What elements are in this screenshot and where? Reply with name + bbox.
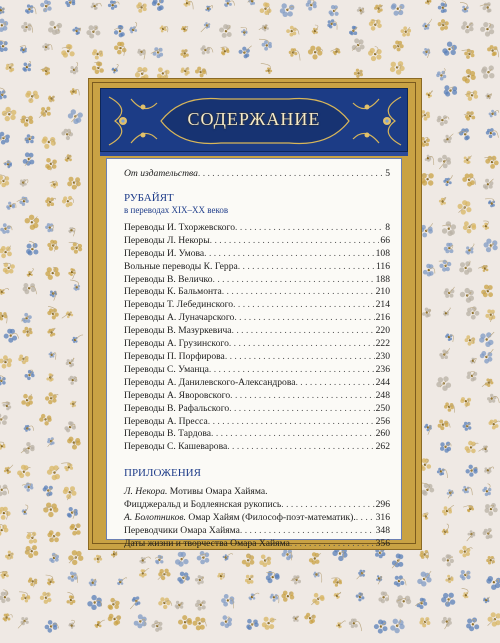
toc-page-number: 210 [375,286,390,298]
dot-leader [229,338,375,351]
dot-leader [222,286,375,299]
rubaiyat-list [124,222,390,454]
toc-entry[interactable] [124,261,390,274]
toc-entry-title: Переводы А. Яворовского [124,389,231,401]
toc-page-number: 256 [375,415,390,427]
toc-entry-author: А. Болотников. [124,512,186,524]
toc-entry-title: Переводы И. Тхоржевского [124,221,236,233]
toc-entry[interactable] [124,338,390,351]
toc-page-number: 108 [375,247,390,259]
toc-entry-title: Переводы А. Грузинского [124,338,229,350]
dot-leader [229,403,374,416]
toc-entry-nekora-title[interactable] [124,486,390,499]
toc-entry[interactable] [124,286,390,299]
toc-entry-title: Переводы А. Луначарского [124,312,235,324]
toc-entry-title: Фицджеральд и Бодлеянская рукопись [124,499,282,511]
toc-entry-title: Переводы Т. Лебединского [124,299,234,311]
toc-entry-title: Даты жизни и творчества Омара Хайяма [124,537,290,549]
toc-page-number: 348 [375,524,390,536]
toc-page-number: 8 [385,221,390,233]
toc-page-number: 248 [375,389,390,401]
section-heading-appendix: ПРИЛОЖЕНИЯ [124,467,201,480]
toc-page-number: 230 [375,350,390,362]
toc-entry-author: Л. Некора. [124,486,168,498]
dot-leader [227,441,374,454]
dot-leader [230,390,374,403]
toc-entry-title: Переводы И. Умова [124,247,205,259]
toc-entry[interactable] [124,403,390,416]
contents-page [106,158,402,549]
toc-entry-dates[interactable] [124,538,390,551]
toc-page-number: 220 [375,325,390,337]
toc-entry-title: Переводы С. Уманца [124,363,209,375]
dot-leader [232,325,375,338]
dot-leader [290,538,375,551]
toc-entry-title: Вольные переводы К. Герра [124,260,238,272]
toc-entry-title: Переводы К. Бальмонта [124,286,222,298]
toc-entry-title: Переводы П. Порфирова [124,350,225,362]
toc-entry-translators[interactable] [124,525,390,538]
toc-entry-title: Переводы В. Мазуркевича [124,325,232,337]
toc-page-number: 5 [385,168,390,179]
toc-entry-title: Переводы В. Тардова [124,428,212,440]
toc-entry[interactable] [124,325,390,338]
dot-leader [356,512,375,525]
toc-page-number: 222 [375,338,390,350]
dot-leader [211,428,375,441]
toc-entry[interactable] [124,235,390,248]
toc-page-number: 188 [375,273,390,285]
toc-entry-publisher[interactable] [124,168,390,181]
dot-leader [204,248,374,261]
toc-entry[interactable] [124,299,390,312]
toc-entry-title: Переводы С. Кашеварова [124,441,228,453]
toc-entry-title: Мотивы Омара Хайяма. [167,486,268,498]
dot-leader [233,299,375,312]
toc-page-number: 356 [375,537,390,549]
dot-leader [295,377,374,390]
toc-page-number: 296 [375,499,390,511]
dot-leader [225,351,375,364]
section-subheading: в переводах XIX–XX веков [124,204,229,215]
toc-entry[interactable] [124,248,390,261]
toc-entry[interactable] [124,364,390,377]
dot-leader [209,364,375,377]
toc-page-number: 66 [380,234,390,246]
dot-leader [210,235,380,248]
toc-entry-title: Переводчики Омара Хайяма [124,524,240,536]
toc-entry-bolotnikov[interactable] [124,512,390,525]
toc-page-number: 262 [375,441,390,453]
toc-page-number: 250 [375,402,390,414]
toc-entry[interactable] [124,351,390,364]
toc-page-number: 116 [375,260,390,272]
dot-leader [281,499,374,512]
toc-entry[interactable] [124,222,390,235]
toc-entry[interactable] [124,377,390,390]
toc-page-number: 316 [375,512,390,524]
toc-entry-title: Переводы Л. Некоры [124,234,210,246]
toc-entry[interactable] [124,416,390,429]
toc-page-number: 216 [375,312,390,324]
title-banner [100,88,408,152]
toc-entry-title: Переводы В. Величко [124,273,213,285]
contents-title: СОДЕРЖАНИЕ [187,109,321,129]
toc-page-number: 236 [375,363,390,375]
section-heading-rubaiyat: РУБАЙЯТ [124,191,174,204]
toc-entry-title: Переводы В. Рафальского [124,402,230,414]
table-of-contents [124,168,390,551]
toc-entry[interactable] [124,312,390,325]
toc-entry[interactable] [124,441,390,454]
toc-entry[interactable] [124,274,390,287]
toc-page-number: 244 [375,376,390,388]
banner-stripe [100,152,408,156]
dot-leader [240,525,375,538]
dot-leader [213,274,375,287]
toc-page-number: 214 [375,299,390,311]
toc-entry-nekora[interactable] [124,499,390,512]
toc-entry-title: Омар Хайям (Философ-поэт-математик). [185,512,356,524]
dot-leader [198,168,384,181]
toc-entry[interactable] [124,390,390,403]
toc-entry-title: Переводы А. Данилевского-Александрова [124,376,296,388]
toc-entry[interactable] [124,428,390,441]
toc-entry-title: Переводы А. Пресса [124,415,208,427]
dot-leader [208,416,375,429]
dot-leader [234,312,374,325]
dot-leader [238,261,375,274]
dot-leader [235,222,384,235]
toc-entry-title: От издательства [124,168,198,179]
toc-page-number: 260 [375,428,390,440]
